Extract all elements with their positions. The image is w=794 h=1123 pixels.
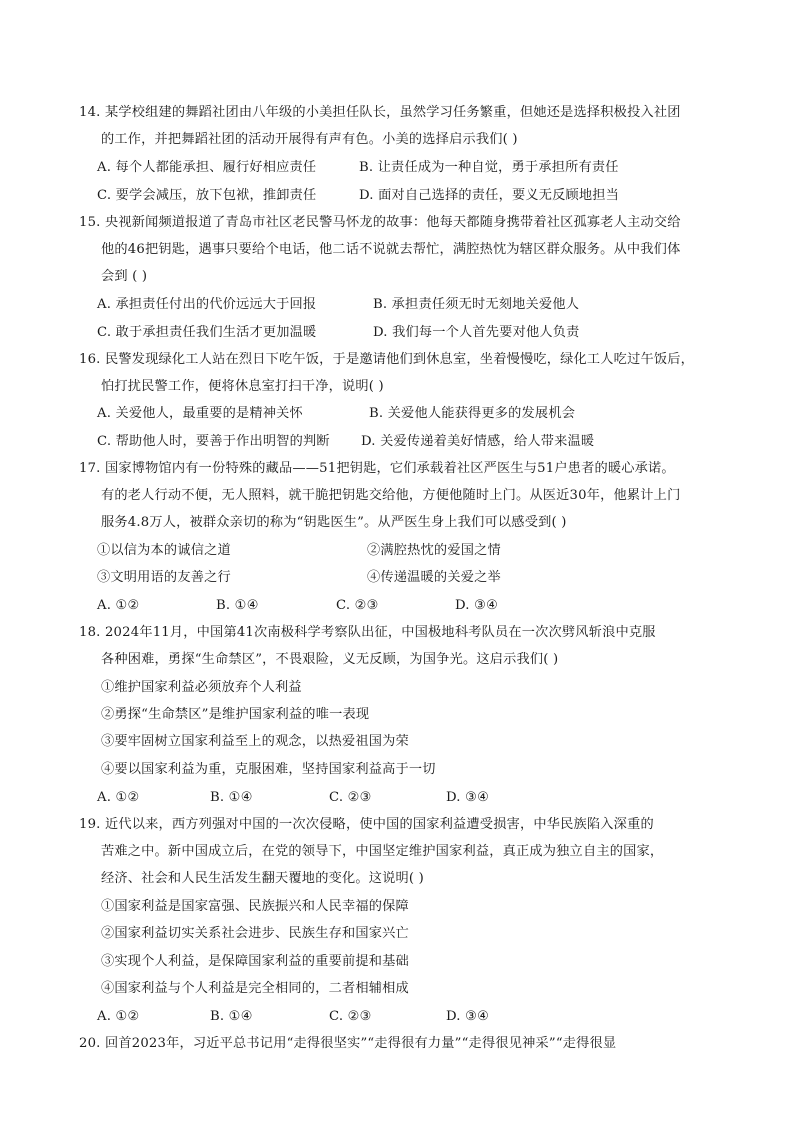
q18-item-4: ④要以国家利益为重，克服困难，坚持国家利益高于一切: [101, 762, 436, 777]
q18-option-c: C. ②③: [329, 790, 372, 805]
q19-option-a: A. ①②: [97, 1009, 140, 1024]
q17-item-2: ②满腔热忱的爱国之情: [367, 543, 501, 558]
q17-option-b: B. ①④: [216, 598, 259, 613]
q16-stem-line-2: 怕打扰民警工作，便将休息室打扫干净，说明( ): [101, 379, 384, 394]
q17-item-4: ④传递温暖的关爱之举: [367, 570, 501, 585]
q19-stem-line-1: 19. 近代以来，西方列强对中国的一次次侵略，使中国的国家利益遭受损害，中华民族陷入深重的: [79, 817, 654, 832]
q17-stem-line-3: 服务4.8万人，被群众亲切的称为“钥匙医生”。从严医生身上我们可以感受到( ): [101, 515, 567, 530]
q17-stem-line-2: 有的老人行动不便，无人照料，就干脆把钥匙交给他，方便他随时上门。从医近30年，他累计上门: [101, 488, 681, 503]
q19-item-4: ④国家利益与个人利益是完全相同的，二者相辅相成: [101, 981, 409, 996]
q19-option-d: D. ③④: [446, 1009, 490, 1024]
q15-stem-line-3: 会到 ( ): [101, 269, 148, 284]
q16-option-c: C. 帮助他人时，要善于作出明智的判断: [97, 434, 330, 449]
q17-option-c: C. ②③: [336, 598, 379, 613]
q15-option-d: D. 我们每一个人首先要对他人负责: [373, 325, 580, 340]
q18-item-2: ②勇探“生命禁区”是维护国家利益的唯一表现: [101, 707, 370, 722]
q19-item-3: ③实现个人利益，是保障国家利益的重要前提和基础: [101, 954, 409, 969]
q16-option-d: D. 关爱传递着美好情感，给人带来温暖: [361, 434, 595, 449]
q15-option-c: C. 敢于承担责任我们生活才更加温暖: [97, 325, 317, 340]
q16-option-b: B. 关爱他人能获得更多的发展机会: [369, 406, 576, 421]
q19-option-c: C. ②③: [329, 1009, 372, 1024]
q19-stem-line-2: 苦难之中。新中国成立后，在党的领导下，中国坚定维护国家利益，真正成为独立自主的国家，: [101, 844, 664, 859]
q18-stem-line-2: 各种困难，勇探“生命禁区”，不畏艰险，义无反顾，为国争光。这启示我们( ): [101, 652, 559, 667]
q15-stem-line-1: 15. 央视新闻频道报道了青岛市社区老民警马怀龙的故事：他每天都随身携带着社区孤寡老人主动交给: [79, 215, 681, 230]
q19-stem-line-3: 经济、社会和人民生活发生翻天覆地的变化。这说明( ): [101, 871, 424, 886]
q17-option-a: A. ①②: [97, 598, 140, 613]
q17-item-1: ①以信为本的诚信之道: [97, 543, 231, 558]
q14-option-a: A. 每个人都能承担、履行好相应责任: [97, 160, 317, 175]
q15-option-a: A. 承担责任付出的代价远远大于回报: [97, 297, 317, 312]
q15-option-b: B. 承担责任须无时无刻地关爱他人: [373, 297, 580, 312]
q18-option-a: A. ①②: [97, 790, 140, 805]
q14-option-d: D. 面对自己选择的责任，要义无反顾地担当: [359, 188, 620, 203]
q18-option-d: D. ③④: [446, 790, 490, 805]
q16-stem-line-1: 16. 民警发现绿化工人站在烈日下吃午饭，于是邀请他们到休息室，坐着慢慢吃，绿化工人吃过午饭后，: [79, 352, 695, 367]
q14-stem-line-2: 的工作，并把舞蹈社团的活动开展得有声有色。小美的选择启示我们( ): [101, 132, 518, 147]
q19-option-b: B. ①④: [210, 1009, 253, 1024]
q14-stem-line-1: 14. 某学校组建的舞蹈社团由八年级的小美担任队长，虽然学习任务繁重，但她还是选择积极投入社团: [79, 105, 681, 120]
q18-item-3: ③要牢固树立国家利益至上的观念，以热爱祖国为荣: [101, 734, 409, 749]
q19-item-1: ①国家利益是国家富强、民族振兴和人民幸福的保障: [101, 899, 409, 914]
q20-stem-line-1: 20. 回首2023年，习近平总书记用“走得很坚实”“走得很有力量”“走得很见神采”“走得很显: [79, 1036, 617, 1051]
q17-option-d: D. ③④: [455, 598, 499, 613]
q16-option-a: A. 关爱他人，最重要的是精神关怀: [97, 406, 303, 421]
q18-item-1: ①维护国家利益必须放弃个人利益: [101, 680, 302, 695]
q18-option-b: B. ①④: [210, 790, 253, 805]
q17-item-3: ③文明用语的友善之行: [97, 570, 231, 585]
q19-item-2: ②国家利益切实关系社会进步、民族生存和国家兴亡: [101, 926, 409, 941]
q18-stem-line-1: 18. 2024年11月，中国第41次南极科学考察队出征，中国极地科考队员在一次次劈风斩浪中克服: [79, 625, 656, 640]
q15-stem-line-2: 他的46把钥匙，遇事只要给个电话，他二话不说就去帮忙，满腔热忱为辖区群众服务。从中我们体: [101, 242, 681, 257]
q14-option-c: C. 要学会减压，放下包袱，推卸责任: [97, 188, 317, 203]
q17-stem-line-1: 17. 国家博物馆内有一份特殊的藏品——51把钥匙，它们承载着社区严医生与51户患者的暖心承诺。: [79, 461, 675, 476]
q14-option-b: B. 让责任成为一种自觉，勇于承担所有责任: [359, 160, 619, 175]
